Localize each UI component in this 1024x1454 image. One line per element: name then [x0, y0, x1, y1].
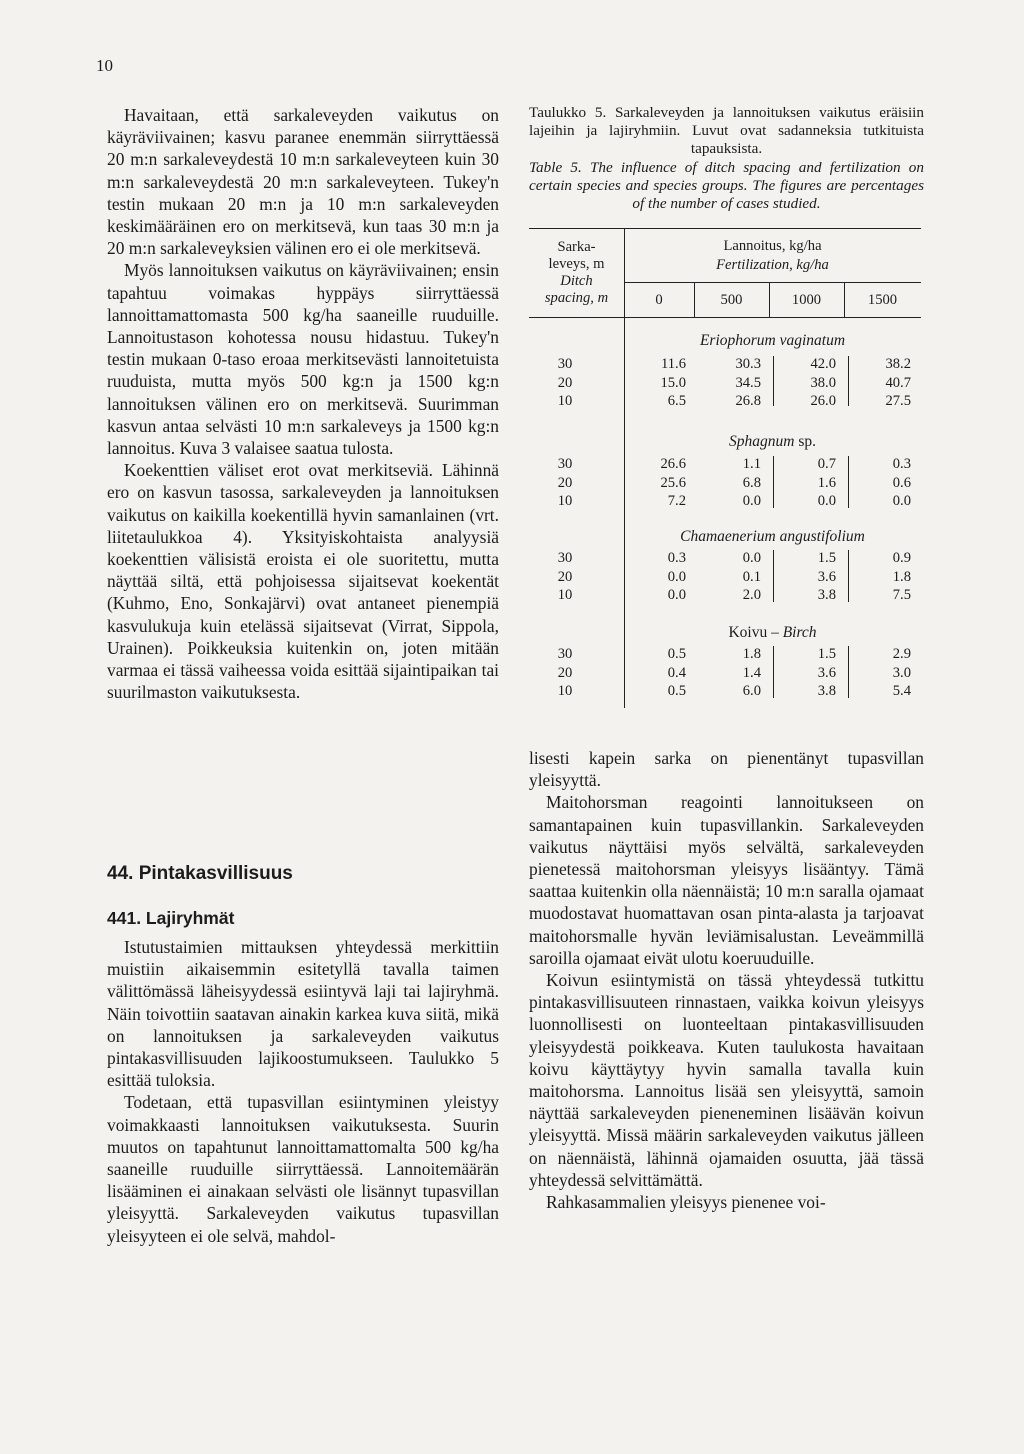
subsection-heading: 441. Lajiryhmät	[107, 908, 235, 928]
value-cell: 1.8	[892, 568, 911, 585]
page-number: 10	[96, 56, 113, 75]
data-table: Sarka- leveys, m Ditch spacing, m Lannoitus, kg/ha Fertilization, kg/ha 0 500 1000 1500 Eriophorum vaginatum Sphagnum sp. Chamaenerium angustifolium Koivu – Birch 30 11.6 30.3 42.0 38.2 20 15.0 34.5 38.0 40.7 10 6.5 26.8 26.0 27.5 30 26.6 1.1 0.7 0.3 20 25.6 6.8 1.6 0.6 10 7.2 0.0 0.0 0.0 30 0.3 0.0 1.5 0.9 20 0.0 0.1 3.6 1.8 10 0.0 2.0 3.8 7.5 30 0.5 1.8 1.5 2.9 20 0.4 1.4 3.6 3.0 10 0.5 6.0 3.8 5.4	[529, 228, 921, 708]
level-header: 1500	[867, 292, 898, 308]
paragraph: Maitohorsman reagointi lannoitukseen on samantapainen kuin tupasvillankin. Sarkaleveyden vaikutus näyttäisi myös selvältä, sarkaleveyden pienetessä maitohorsman yleisyys lisääntyy. Tämä saattaa kuitenkin olla näennäistä; 10 m:n saralla ojamaat muodostavat huomattavan osan pinta-alasta ja tarjoavat maitohorsmalle hyvän leviämisalustan. Leveämmillä saroilla ojamaat eivät ulotu koeruuduille.	[529, 792, 924, 968]
level-header: 1000	[791, 292, 822, 308]
value-cell: 6.0	[742, 683, 761, 699]
level-header: 0	[655, 292, 663, 308]
paragraph: Koivun esiintymistä on tässä yhteydessä tutkittu pintakasvillisuuteen rinnastaen, vaikka koivun yleisyys luonnollisesti on luonteeltaan pintakasvillisuuden yleisyydestä poikkeava. Kuten taulukosta havaitaan koivu käyttäytyy hyvin samalla tavalla kuin maitohorsma. Lannoitus lisää sen yleisyyttä, samoin näyttää sarkaleveyden pieneneminen lisäävän koivun yleisyyttä. Missä määrin sarkaleveyden vaikutus jälleen on näennäistä, lähinnä ojamaiden osuutta, jää tässä yhteydessä selvittämättä.	[529, 970, 924, 1190]
spacing-cell: 10	[557, 587, 573, 603]
column-header-fi: Lannoitus, kg/ha	[723, 238, 822, 254]
value-cell: 2.0	[742, 587, 761, 603]
value-cell: 26.8	[735, 393, 761, 409]
value-cell: 38.2	[885, 356, 911, 372]
value-cell: 0.3	[892, 456, 911, 472]
spacing-cell: 10	[557, 493, 573, 509]
value-cell: 7.2	[667, 493, 686, 509]
value-cell: 34.5	[735, 374, 761, 391]
value-cell: 38.0	[810, 374, 836, 391]
species-group-label: Eriophorum vaginatum	[699, 332, 846, 349]
value-cell: 0.5	[667, 646, 686, 662]
paragraph: Koekenttien väliset erot ovat merkitseviä. Lähinnä ero on kasvun tasossa, sarkaleveyden ja lannoituksen vaikutus on kaikilla koekentillä hyvin samanlainen (vrt. liitetaulukkoa 4). Yksityiskohtaista analyysiä koekenttien välisistä eroista ei ole suoritettu, mutta näyttää siltä, että pohjoisessa sijaitsevat koekentät (Kuhmo, Eno, Sonkajärvi) ovat antaneet pienempiä kasvulukuja kuin etelässä sijaitsevat (Virrat, Sippola, Urainen). Poikkeuksia kuitenkin on, joten mitään varmaa ei tässä vaiheessa voida esittää sijaintipaikan tai suurilmaston vaikutuksesta.	[107, 460, 499, 703]
caption-english: Table 5. The influence of ditch spacing and fertilization on certain species and species groups. The figures are percentages of the number of cases studied.	[529, 158, 924, 213]
species-group-label: Sphagnum sp.	[729, 433, 816, 450]
value-cell: 30.3	[735, 356, 761, 372]
value-cell: 0.0	[817, 493, 836, 509]
species-group-label: Chamaenerium angustifolium	[680, 528, 865, 545]
value-cell: 0.7	[817, 456, 836, 472]
paragraph: Myös lannoituksen vaikutus on käyräviivainen; ensin tapahtuu voimakas hyppäys siirryttäessä lannoittamattomasta 500 kg/ha saaneille ruuduille. Lannoitustason kohotessa nousu hidastuu. Tukey'n testin mukaan 0-taso eroaa merkitsevästi lannoitetuista ruuduista, mutta myös 500 kg:n ja 1500 kg:n lannoituksen välinen ero on merkitsevä. Suurimman kasvun antaa selvästi 10 m:n sarkaleveys ja 1500 kg:n lannoitus. Kuva 3 valaisee saatua tulosta.	[107, 260, 499, 459]
spacing-cell: 30	[557, 646, 573, 662]
value-cell: 0.5	[667, 683, 686, 699]
value-cell: 0.0	[667, 568, 686, 585]
paragraph: Rahkasammalien yleisyys pienenee voi-	[546, 1192, 826, 1213]
value-cell: 42.0	[810, 356, 836, 372]
level-divider	[769, 283, 770, 317]
value-cell: 1.6	[817, 474, 836, 491]
value-cell: 3.0	[892, 664, 911, 681]
value-cell: 3.6	[817, 568, 836, 585]
header-mid-rule	[624, 282, 921, 283]
value-cell: 3.8	[817, 683, 836, 699]
spacing-cell: 30	[557, 550, 573, 566]
value-cell: 15.0	[660, 374, 686, 391]
right-column	[529, 747, 924, 1213]
left-column-upper	[107, 104, 499, 703]
value-cell: 1.4	[742, 664, 761, 681]
value-cell: 0.0	[742, 550, 761, 566]
caption-finnish: Taulukko 5. Sarkaleveyden ja lannoituksen vaikutus eräisiin lajeihin ja lajiryhmiin. Luvut ovat sadanneksia tutkituista tapauksista.	[529, 104, 924, 158]
spacing-cell: 20	[557, 568, 573, 585]
value-cell: 0.0	[892, 493, 911, 509]
value-cell: 3.8	[817, 587, 836, 603]
value-cell: 0.4	[667, 664, 686, 681]
value-cell: 1.8	[742, 646, 761, 662]
value-cell: 7.5	[892, 587, 911, 603]
level-divider	[694, 283, 695, 317]
value-cell: 27.5	[885, 393, 911, 409]
spacing-cell: 30	[557, 356, 573, 372]
spacing-cell: 20	[557, 664, 573, 681]
paragraph: lisesti kapein sarka on pienentänyt tupasvillan yleisyyttä.	[529, 748, 924, 791]
table-caption	[529, 104, 924, 213]
value-cell: 3.6	[817, 664, 836, 681]
value-cell: 1.5	[817, 550, 836, 566]
spacing-cell: 30	[557, 456, 573, 472]
value-cell: 0.1	[742, 568, 761, 585]
value-cell: 0.9	[892, 550, 911, 566]
row-header-en: Ditch	[560, 273, 593, 289]
value-cell: 6.8	[742, 474, 761, 491]
value-cell: 40.7	[885, 374, 911, 391]
species-group-label: Koivu – Birch	[728, 624, 817, 641]
left-column-lower	[107, 936, 499, 1247]
paragraph: Istutustaimien mittauksen yhteydessä merkittiin muistiin aikaisemmin esitetyllä tavalla taimen välittömässä läheisyydessä esiintyvä laji tai lajiryhmä. Näin toivottiin saatavan ainakin karkea kuva siitä, mikä on lannoituksen ja sarkaleveyden vaikutus pintakasvillisuuden lajikoostumukseen. Taulukko 5 esittää tuloksia.	[107, 937, 499, 1091]
value-cell: 1.5	[817, 646, 836, 662]
value-cell: 0.0	[667, 587, 686, 603]
value-cell: 0.3	[667, 550, 686, 566]
value-cell: 0.6	[892, 474, 911, 491]
spacing-cell: 20	[557, 474, 573, 491]
value-cell: 26.0	[810, 393, 836, 409]
value-cell: 25.6	[660, 474, 686, 491]
value-cell: 1.1	[742, 456, 761, 472]
value-cell: 2.9	[892, 646, 911, 662]
value-cell: 5.4	[892, 683, 911, 699]
header-bottom-rule	[529, 317, 921, 318]
level-header: 500	[720, 292, 743, 308]
spacing-cell: 10	[557, 683, 573, 699]
paragraph: Todetaan, että tupasvillan esiintyminen yleistyy voimakkaasti lannoituksen vaikutuksesta. Suurin muutos on tapahtunut lannoittamattomalta 500 kg/ha saaneille ruuduille siirryttäessä. Lannoitemäärän lisääminen ei ainakaan selvästi ole lisännyt tupasvillan yleisyyttä. Sarkaleveyden vaikutus tupasvillan yleisyyteen ei ole selvä, mahdol-	[107, 1092, 499, 1246]
value-cell: 0.0	[742, 493, 761, 509]
spacing-cell: 20	[557, 374, 573, 391]
section-heading: 44. Pintakasvillisuus	[107, 863, 293, 884]
value-cell: 26.6	[660, 456, 686, 472]
paragraph: Havaitaan, että sarkaleveyden vaikutus on käyräviivainen; kasvu paranee enemmän siirryttäessä 20 m:n sarkaleveydestä 10 m:n sarkaleveyteen kuin 30 m:n sarkaleveydestä 20 m:n sarkaleveyteen. Tukey'n testin mukaan 20 m:n ja 10 m:n sarkaleveyden keskimääräinen ero on merkitsevä, kun taas 30 m:n ja 20 m:n sarkaleveyksien välinen ero ei ole merkitsevä.	[107, 105, 499, 259]
spacing-cell: 10	[557, 393, 573, 409]
value-cell: 6.5	[667, 393, 686, 409]
table-top-rule	[529, 228, 921, 229]
value-cell: 11.6	[661, 356, 686, 372]
level-divider	[844, 283, 845, 317]
row-header-fi: Sarka-	[557, 239, 596, 255]
column-header-en: Fertilization, kg/ha	[716, 257, 829, 273]
